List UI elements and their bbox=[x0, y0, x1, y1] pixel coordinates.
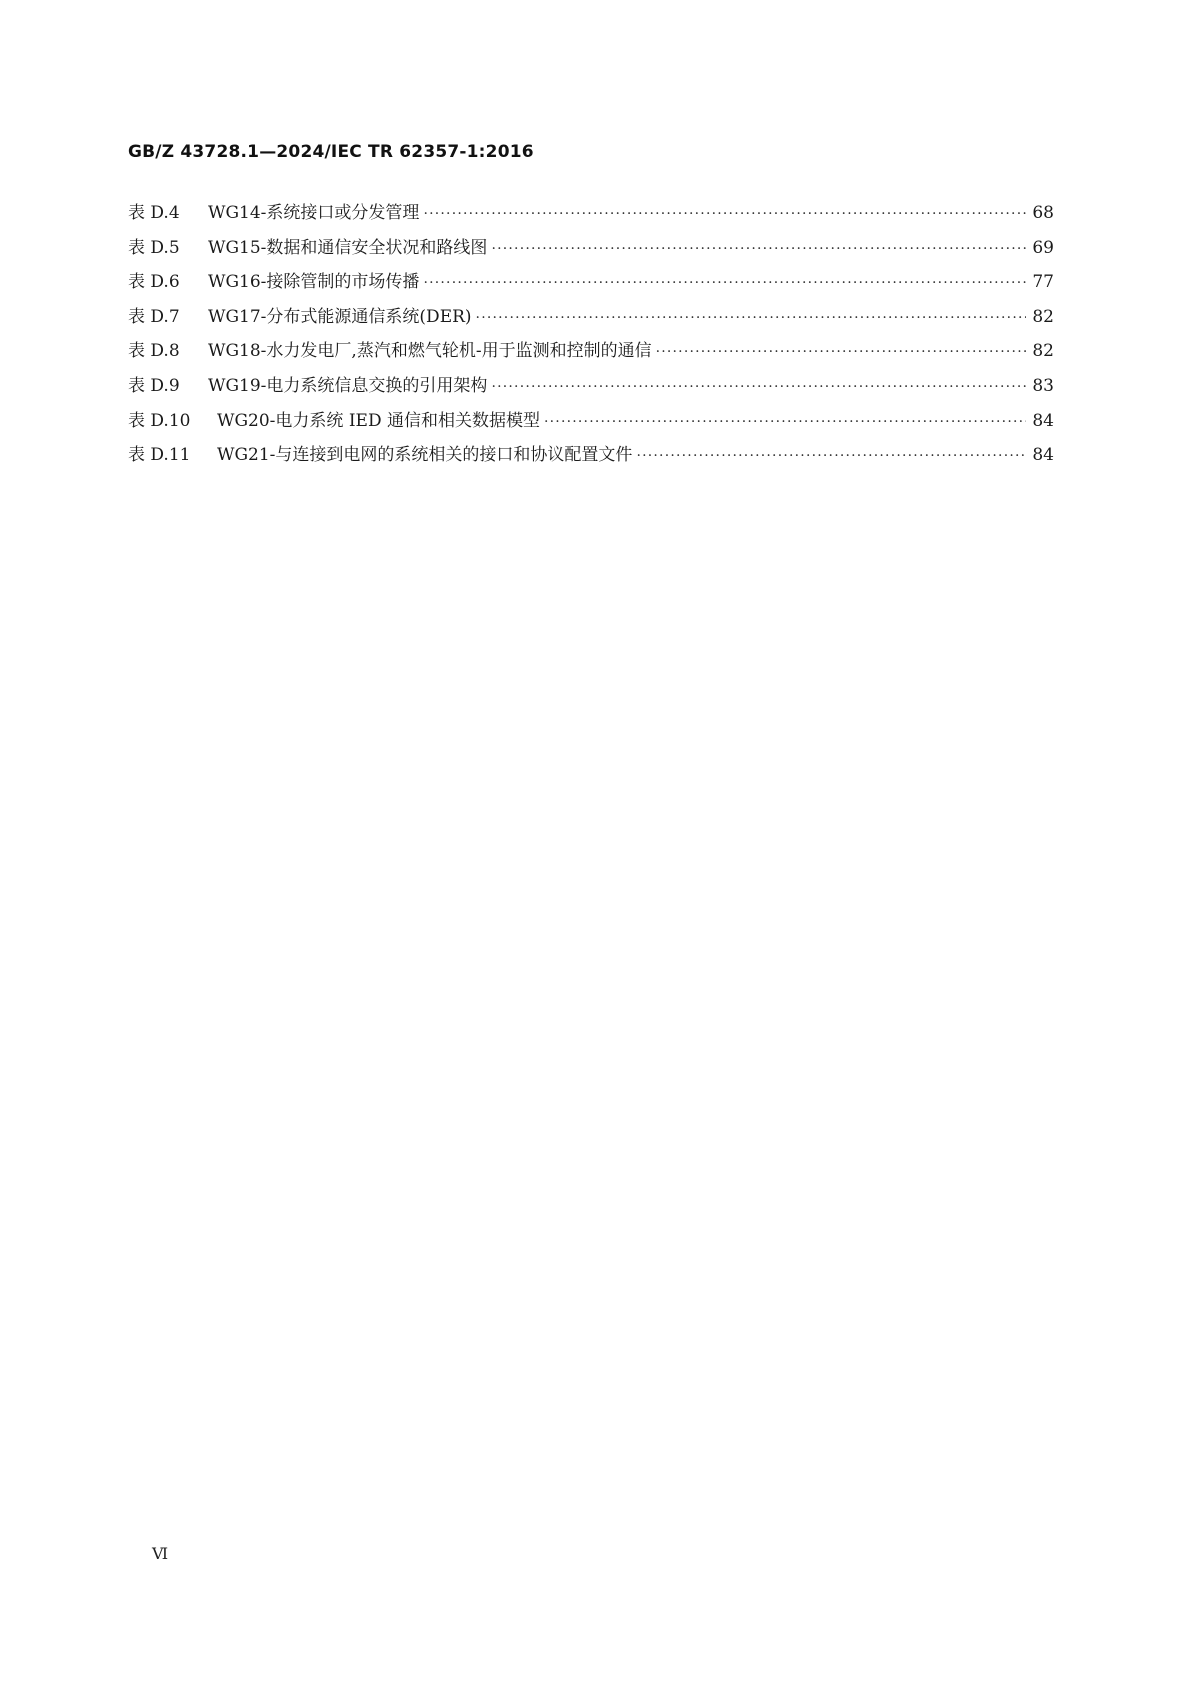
toc-entry-label: 表 D.11 bbox=[128, 445, 191, 466]
toc-leader-dots bbox=[491, 232, 1026, 267]
toc-entry-label: 表 D.5 bbox=[128, 237, 180, 258]
toc-leader-dots bbox=[656, 335, 1026, 370]
toc-entry-title: WG18-水力发电厂,蒸汽和燃气轮机-用于监测和控制的通信 bbox=[208, 341, 652, 362]
toc-entry-page: 82 bbox=[1032, 306, 1054, 327]
toc-entry[interactable] bbox=[128, 404, 1054, 439]
toc-entry-label: 表 D.6 bbox=[128, 272, 180, 293]
toc-entry-label: 表 D.9 bbox=[128, 375, 180, 396]
toc-entry[interactable] bbox=[128, 334, 1054, 369]
toc-entry-page: 68 bbox=[1032, 203, 1054, 223]
table-of-contents bbox=[128, 196, 1054, 473]
toc-entry[interactable] bbox=[128, 265, 1054, 300]
toc-entry-page: 82 bbox=[1032, 341, 1054, 362]
toc-leader-dots bbox=[476, 301, 1026, 336]
toc-entry-page: 84 bbox=[1032, 445, 1054, 466]
toc-entry[interactable] bbox=[128, 196, 1054, 231]
toc-entry-title: WG21-与连接到电网的系统相关的接口和协议配置文件 bbox=[217, 445, 633, 466]
toc-entry-page: 77 bbox=[1032, 272, 1054, 293]
toc-leader-dots bbox=[636, 439, 1026, 474]
toc-entry-label: 表 D.7 bbox=[128, 306, 180, 327]
toc-leader-dots bbox=[544, 405, 1026, 440]
toc-entry-page: 83 bbox=[1032, 375, 1054, 396]
toc-entry-title: WG16-接除管制的市场传播 bbox=[208, 272, 420, 293]
toc-entry[interactable] bbox=[128, 369, 1054, 404]
toc-entry-label: 表 D.8 bbox=[128, 341, 180, 362]
toc-entry-label: 表 D.4 bbox=[128, 203, 180, 223]
document-header: GB/Z 43728.1—2024/IEC TR 62357-1:2016 bbox=[128, 142, 534, 162]
toc-entry[interactable] bbox=[128, 300, 1054, 335]
toc-entry-page: 69 bbox=[1032, 237, 1054, 258]
toc-entry[interactable] bbox=[128, 231, 1054, 266]
toc-entry-title: WG14-系统接口或分发管理 bbox=[208, 203, 420, 223]
toc-leader-dots bbox=[423, 197, 1026, 232]
toc-entry-label: 表 D.10 bbox=[128, 410, 191, 431]
toc-entry-title: WG19-电力系统信息交换的引用架构 bbox=[208, 375, 488, 396]
toc-entry-title: WG20-电力系统 IED 通信和相关数据模型 bbox=[217, 410, 540, 431]
toc-entry-title: WG17-分布式能源通信系统(DER) bbox=[208, 306, 472, 327]
toc-entry-page: 84 bbox=[1032, 410, 1054, 431]
toc-entry-title: WG15-数据和通信安全状况和路线图 bbox=[208, 237, 488, 258]
toc-leader-dots bbox=[491, 370, 1026, 405]
toc-entry[interactable] bbox=[128, 438, 1054, 473]
toc-leader-dots bbox=[423, 266, 1026, 301]
page-number: Ⅵ bbox=[152, 1544, 169, 1563]
